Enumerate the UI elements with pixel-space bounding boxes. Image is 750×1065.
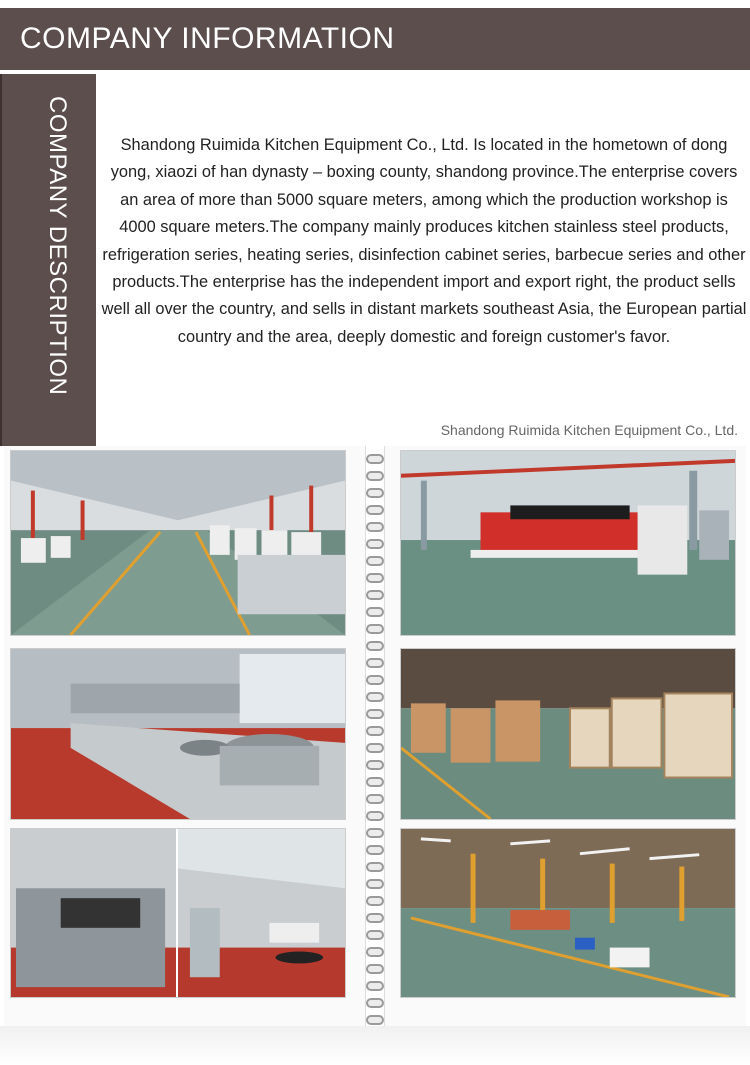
spine-ring bbox=[366, 896, 384, 906]
spine-ring bbox=[366, 709, 384, 719]
kitchen-stove-line-photo bbox=[10, 648, 346, 820]
spine-ring bbox=[366, 692, 384, 702]
cnc-punch-machine-photo bbox=[400, 450, 736, 636]
spine-ring bbox=[366, 777, 384, 787]
factory-floor-photo bbox=[400, 828, 736, 998]
spine-ring bbox=[366, 658, 384, 668]
spine-ring bbox=[366, 675, 384, 685]
side-tab-edge bbox=[0, 74, 2, 446]
spine-ring bbox=[366, 726, 384, 736]
notebook-spine bbox=[366, 446, 384, 1036]
spine-ring bbox=[366, 624, 384, 634]
spine-ring bbox=[366, 522, 384, 532]
description-section bbox=[0, 70, 750, 450]
header-banner bbox=[0, 8, 750, 70]
spine-ring bbox=[366, 505, 384, 515]
spine-ring bbox=[366, 488, 384, 498]
spine-ring bbox=[366, 607, 384, 617]
workshop-hall-photo bbox=[10, 450, 346, 636]
spine-ring bbox=[366, 1015, 384, 1025]
spine-ring bbox=[366, 539, 384, 549]
spine-ring bbox=[366, 641, 384, 651]
spine-ring bbox=[366, 590, 384, 600]
spine-ring bbox=[366, 743, 384, 753]
spine-ring bbox=[366, 862, 384, 872]
spine-ring bbox=[366, 998, 384, 1008]
spine-ring bbox=[366, 828, 384, 838]
company-signature: Shandong Ruimida Kitchen Equipment Co., Ltd. bbox=[440, 422, 738, 438]
page-title: COMPANY INFORMATION bbox=[20, 22, 395, 55]
side-tab-label: COMPANY DESCRIPTION bbox=[44, 96, 71, 396]
spine-ring bbox=[366, 947, 384, 957]
spine-ring bbox=[366, 556, 384, 566]
spine-ring bbox=[366, 913, 384, 923]
side-tab bbox=[0, 74, 96, 446]
photo-notebook bbox=[0, 446, 750, 1065]
spine-ring bbox=[366, 811, 384, 821]
crated-products-warehouse-photo bbox=[400, 648, 736, 820]
spine-ring bbox=[366, 981, 384, 991]
spine-ring bbox=[366, 573, 384, 583]
spine-ring bbox=[366, 454, 384, 464]
spine-ring bbox=[366, 760, 384, 770]
spine-ring bbox=[366, 964, 384, 974]
spine-ring bbox=[366, 845, 384, 855]
spine-ring bbox=[366, 794, 384, 804]
spine-ring bbox=[366, 471, 384, 481]
spine-ring bbox=[366, 930, 384, 940]
showroom-equipment-photo bbox=[10, 828, 346, 998]
description-paragraph: Shandong Ruimida Kitchen Equipment Co., Ltd. Is located in the hometown of dong yong, xiaozi of han dynasty – boxing county, shandong province.The enterprise covers an area of more than 5000 square meters, among which the production workshop is 4000 square meters.The company mainly produces kitchen stainless steel products, refrigeration series, heating series, disinfection cabinet series, barbecue series and other products.The enterprise has the independent import and export right, the product sells well all over the country, and sells in distant markets southeast Asia, the European partial country and the area, deeply domestic and foreign customer's favor. bbox=[101, 136, 747, 346]
spine-ring bbox=[366, 879, 384, 889]
